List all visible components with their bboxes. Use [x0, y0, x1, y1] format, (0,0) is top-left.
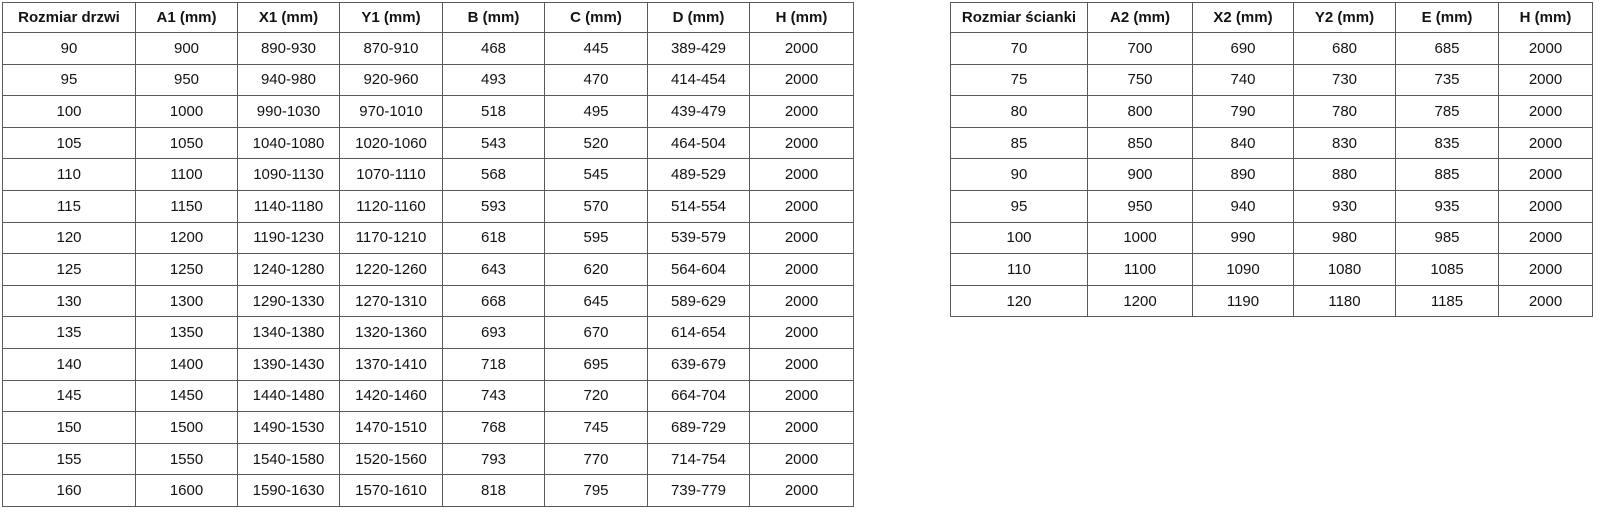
table-cell: 830	[1294, 127, 1396, 159]
table-cell: 835	[1396, 127, 1499, 159]
table-cell: 539-579	[648, 222, 750, 254]
table-row	[951, 64, 1593, 96]
table-cell: 1370-1410	[340, 348, 443, 380]
table-cell: 2000	[750, 190, 854, 222]
table-cell: 770	[545, 443, 648, 475]
table-row	[951, 159, 1593, 191]
table-cell: 1220-1260	[340, 254, 443, 286]
table-row	[3, 254, 854, 286]
table-cell: 439-479	[648, 96, 750, 128]
table-cell: 589-629	[648, 285, 750, 317]
table-cell: 680	[1294, 33, 1396, 65]
column-header: B (mm)	[443, 3, 545, 33]
table-cell: 2000	[1499, 285, 1593, 317]
table-cell: 2000	[750, 159, 854, 191]
table-cell: 1400	[136, 348, 238, 380]
table-row	[3, 348, 854, 380]
table-cell: 2000	[1499, 254, 1593, 286]
table-cell: 768	[443, 412, 545, 444]
table-cell: 1100	[1088, 254, 1193, 286]
table-cell: 720	[545, 380, 648, 412]
table-cell: 1390-1430	[238, 348, 340, 380]
table-cell: 1200	[136, 222, 238, 254]
table-row	[3, 190, 854, 222]
table-row	[3, 64, 854, 96]
table-cell: 518	[443, 96, 545, 128]
table-cell: 620	[545, 254, 648, 286]
table-row	[951, 254, 1593, 286]
column-header: H (mm)	[750, 3, 854, 33]
table-cell: 2000	[750, 254, 854, 286]
table-cell: 785	[1396, 96, 1499, 128]
table-cell: 85	[951, 127, 1088, 159]
table-cell: 1550	[136, 443, 238, 475]
table-cell: 110	[951, 254, 1088, 286]
table-cell: 745	[545, 412, 648, 444]
column-header: X2 (mm)	[1193, 3, 1294, 33]
table-cell: 795	[545, 475, 648, 507]
table-cell: 1050	[136, 127, 238, 159]
table-cell: 545	[545, 159, 648, 191]
table-cell: 115	[3, 190, 136, 222]
table-cell: 990	[1193, 222, 1294, 254]
table-cell: 1100	[136, 159, 238, 191]
table-cell: 1180	[1294, 285, 1396, 317]
column-header: Rozmiar drzwi	[3, 3, 136, 33]
table-cell: 940-980	[238, 64, 340, 96]
table-cell: 2000	[750, 317, 854, 349]
table-cell: 900	[136, 33, 238, 65]
table-cell: 2000	[1499, 96, 1593, 128]
column-header: X1 (mm)	[238, 3, 340, 33]
table-cell: 714-754	[648, 443, 750, 475]
table-cell: 389-429	[648, 33, 750, 65]
table-cell: 2000	[1499, 127, 1593, 159]
table-cell: 2000	[1499, 33, 1593, 65]
table-cell: 970-1010	[340, 96, 443, 128]
column-header: A1 (mm)	[136, 3, 238, 33]
table-cell: 2000	[750, 412, 854, 444]
header-row	[3, 3, 854, 33]
table-cell: 95	[3, 64, 136, 96]
table-cell: 470	[545, 64, 648, 96]
table-cell: 2000	[750, 475, 854, 507]
table-cell: 1600	[136, 475, 238, 507]
table-cell: 543	[443, 127, 545, 159]
table-cell: 985	[1396, 222, 1499, 254]
table-cell: 593	[443, 190, 545, 222]
column-header: E (mm)	[1396, 3, 1499, 33]
door-table-body	[3, 33, 854, 507]
table-row	[3, 317, 854, 349]
table-cell: 790	[1193, 96, 1294, 128]
table-cell: 668	[443, 285, 545, 317]
table-cell: 564-604	[648, 254, 750, 286]
table-cell: 950	[136, 64, 238, 96]
table-cell: 120	[951, 285, 1088, 317]
table-cell: 2000	[750, 380, 854, 412]
table-cell: 718	[443, 348, 545, 380]
table-cell: 1500	[136, 412, 238, 444]
table-cell: 1200	[1088, 285, 1193, 317]
table-cell: 890	[1193, 159, 1294, 191]
table-cell: 1020-1060	[340, 127, 443, 159]
table-cell: 1340-1380	[238, 317, 340, 349]
table-cell: 570	[545, 190, 648, 222]
table-cell: 130	[3, 285, 136, 317]
table-cell: 520	[545, 127, 648, 159]
door-size-table	[2, 2, 854, 507]
table-cell: 1080	[1294, 254, 1396, 286]
table-cell: 730	[1294, 64, 1396, 96]
table-row	[3, 412, 854, 444]
table-row	[3, 285, 854, 317]
table-cell: 693	[443, 317, 545, 349]
table-cell: 1540-1580	[238, 443, 340, 475]
table-cell: 689-729	[648, 412, 750, 444]
table-cell: 780	[1294, 96, 1396, 128]
table-cell: 1450	[136, 380, 238, 412]
table-cell: 150	[3, 412, 136, 444]
table-cell: 135	[3, 317, 136, 349]
table-cell: 950	[1088, 190, 1193, 222]
table-cell: 643	[443, 254, 545, 286]
wall-table-header	[951, 3, 1593, 33]
table-cell: 1040-1080	[238, 127, 340, 159]
table-cell: 2000	[1499, 222, 1593, 254]
table-cell: 850	[1088, 127, 1193, 159]
table-cell: 685	[1396, 33, 1499, 65]
table-cell: 493	[443, 64, 545, 96]
table-row	[951, 190, 1593, 222]
table-cell: 920-960	[340, 64, 443, 96]
table-row	[951, 96, 1593, 128]
table-cell: 110	[3, 159, 136, 191]
table-cell: 1070-1110	[340, 159, 443, 191]
table-cell: 1590-1630	[238, 475, 340, 507]
table-cell: 514-554	[648, 190, 750, 222]
table-cell: 1570-1610	[340, 475, 443, 507]
table-cell: 2000	[750, 96, 854, 128]
table-cell: 750	[1088, 64, 1193, 96]
table-cell: 990-1030	[238, 96, 340, 128]
table-cell: 700	[1088, 33, 1193, 65]
table-cell: 160	[3, 475, 136, 507]
table-cell: 2000	[750, 64, 854, 96]
table-cell: 595	[545, 222, 648, 254]
table-cell: 890-930	[238, 33, 340, 65]
table-cell: 1520-1560	[340, 443, 443, 475]
table-cell: 1350	[136, 317, 238, 349]
table-cell: 414-454	[648, 64, 750, 96]
table-cell: 90	[3, 33, 136, 65]
table-cell: 880	[1294, 159, 1396, 191]
table-cell: 2000	[750, 33, 854, 65]
table-row	[3, 443, 854, 475]
table-cell: 690	[1193, 33, 1294, 65]
table-cell: 2000	[750, 127, 854, 159]
table-cell: 1185	[1396, 285, 1499, 317]
table-cell: 1250	[136, 254, 238, 286]
table-row	[951, 222, 1593, 254]
table-cell: 614-654	[648, 317, 750, 349]
table-cell: 70	[951, 33, 1088, 65]
table-cell: 670	[545, 317, 648, 349]
table-cell: 95	[951, 190, 1088, 222]
table-cell: 100	[951, 222, 1088, 254]
table-cell: 870-910	[340, 33, 443, 65]
column-header: H (mm)	[1499, 3, 1593, 33]
header-row	[951, 3, 1593, 33]
table-row	[951, 127, 1593, 159]
table-cell: 818	[443, 475, 545, 507]
door-table-header	[3, 3, 854, 33]
column-header: A2 (mm)	[1088, 3, 1193, 33]
table-cell: 930	[1294, 190, 1396, 222]
table-cell: 1085	[1396, 254, 1499, 286]
column-header: Y2 (mm)	[1294, 3, 1396, 33]
table-row	[3, 380, 854, 412]
table-cell: 445	[545, 33, 648, 65]
table-cell: 568	[443, 159, 545, 191]
table-row	[3, 96, 854, 128]
table-cell: 495	[545, 96, 648, 128]
column-header: C (mm)	[545, 3, 648, 33]
table-cell: 885	[1396, 159, 1499, 191]
table-cell: 2000	[750, 443, 854, 475]
table-cell: 1140-1180	[238, 190, 340, 222]
table-cell: 120	[3, 222, 136, 254]
column-header: Rozmiar ścianki	[951, 3, 1088, 33]
table-row	[951, 285, 1593, 317]
table-cell: 1270-1310	[340, 285, 443, 317]
table-cell: 1470-1510	[340, 412, 443, 444]
table-cell: 155	[3, 443, 136, 475]
table-cell: 840	[1193, 127, 1294, 159]
table-cell: 105	[3, 127, 136, 159]
table-cell: 1300	[136, 285, 238, 317]
table-cell: 1240-1280	[238, 254, 340, 286]
table-cell: 695	[545, 348, 648, 380]
table-row	[951, 33, 1593, 65]
table-cell: 980	[1294, 222, 1396, 254]
table-cell: 1440-1480	[238, 380, 340, 412]
table-cell: 935	[1396, 190, 1499, 222]
table-row	[3, 127, 854, 159]
table-cell: 1320-1360	[340, 317, 443, 349]
table-row	[3, 222, 854, 254]
table-cell: 739-779	[648, 475, 750, 507]
table-cell: 645	[545, 285, 648, 317]
table-cell: 90	[951, 159, 1088, 191]
table-cell: 468	[443, 33, 545, 65]
table-cell: 2000	[750, 285, 854, 317]
table-cell: 1490-1530	[238, 412, 340, 444]
table-cell: 800	[1088, 96, 1193, 128]
table-cell: 1190-1230	[238, 222, 340, 254]
table-cell: 2000	[750, 348, 854, 380]
wall-size-table	[950, 2, 1593, 317]
table-cell: 140	[3, 348, 136, 380]
column-header: Y1 (mm)	[340, 3, 443, 33]
table-row	[3, 33, 854, 65]
table-cell: 735	[1396, 64, 1499, 96]
table-cell: 2000	[1499, 190, 1593, 222]
table-cell: 1090	[1193, 254, 1294, 286]
table-cell: 2000	[1499, 64, 1593, 96]
table-cell: 618	[443, 222, 545, 254]
table-cell: 1120-1160	[340, 190, 443, 222]
table-cell: 743	[443, 380, 545, 412]
table-cell: 75	[951, 64, 1088, 96]
table-cell: 1420-1460	[340, 380, 443, 412]
table-cell: 1290-1330	[238, 285, 340, 317]
wall-table-body	[951, 33, 1593, 317]
table-cell: 2000	[750, 222, 854, 254]
table-cell: 740	[1193, 64, 1294, 96]
table-cell: 940	[1193, 190, 1294, 222]
table-cell: 125	[3, 254, 136, 286]
table-cell: 1190	[1193, 285, 1294, 317]
column-header: D (mm)	[648, 3, 750, 33]
table-cell: 1000	[136, 96, 238, 128]
table-cell: 464-504	[648, 127, 750, 159]
table-cell: 1090-1130	[238, 159, 340, 191]
table-row	[3, 159, 854, 191]
table-cell: 1170-1210	[340, 222, 443, 254]
table-cell: 639-679	[648, 348, 750, 380]
table-cell: 664-704	[648, 380, 750, 412]
table-cell: 1000	[1088, 222, 1193, 254]
table-cell: 80	[951, 96, 1088, 128]
table-cell: 793	[443, 443, 545, 475]
table-cell: 900	[1088, 159, 1193, 191]
table-cell: 489-529	[648, 159, 750, 191]
table-cell: 2000	[1499, 159, 1593, 191]
table-cell: 1150	[136, 190, 238, 222]
table-cell: 100	[3, 96, 136, 128]
table-row	[3, 475, 854, 507]
table-cell: 145	[3, 380, 136, 412]
